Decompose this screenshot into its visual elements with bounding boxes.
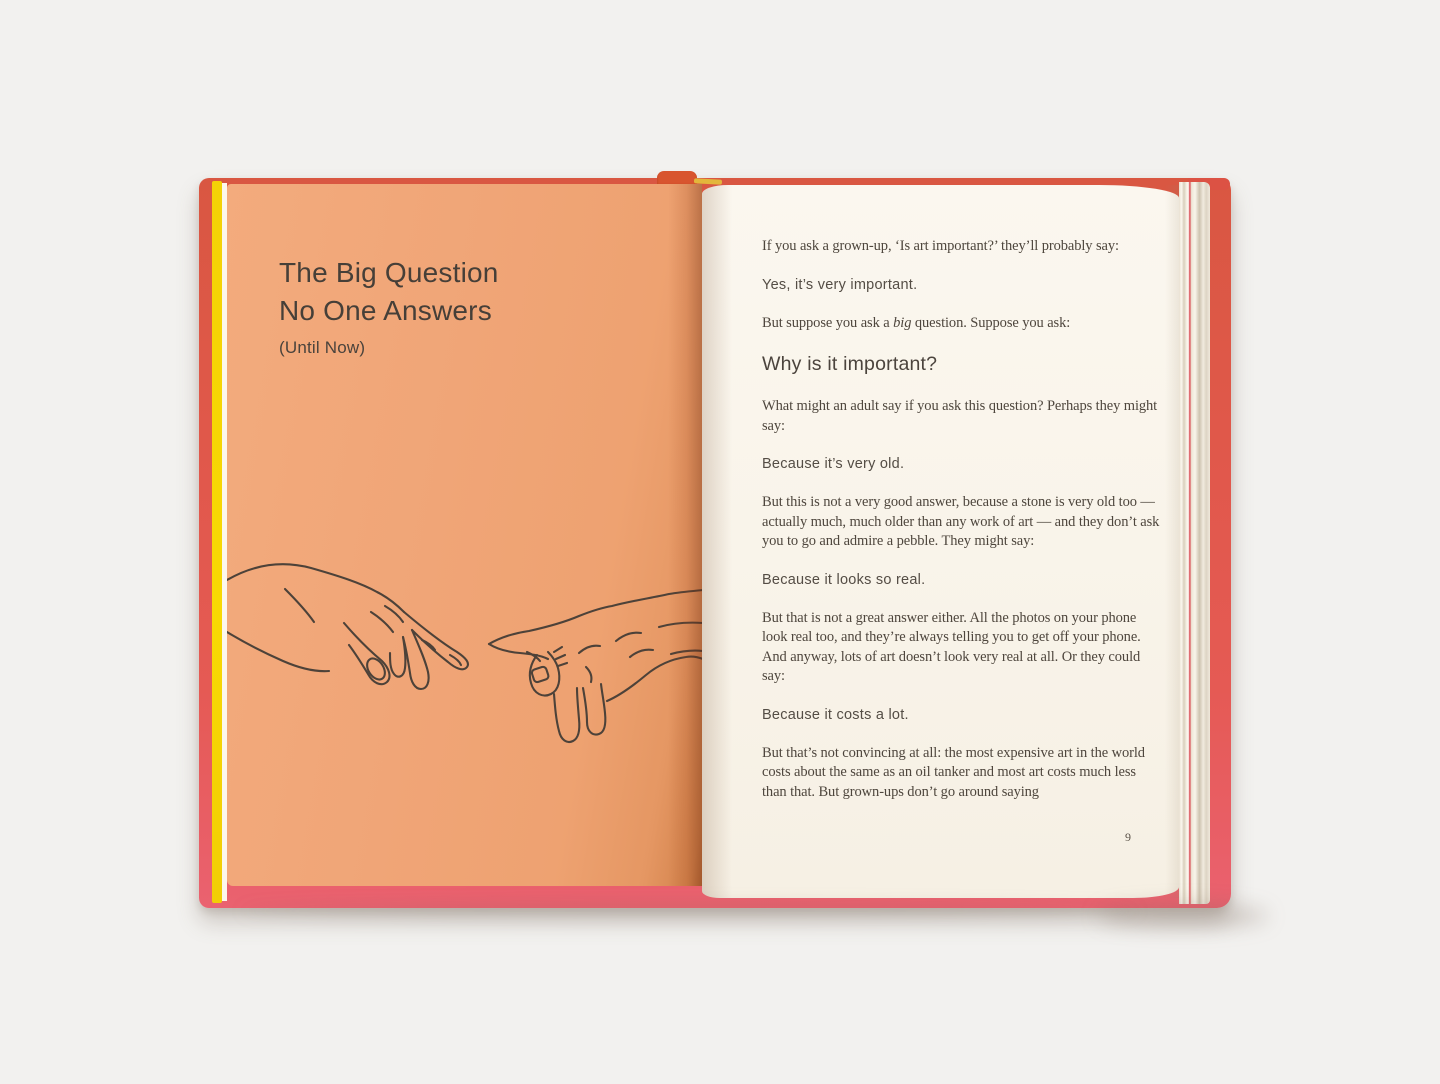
answer-line: Yes, it’s very important. bbox=[762, 276, 918, 293]
chapter-title-line2: No One Answers bbox=[279, 295, 492, 326]
paragraph: But suppose you ask a big question. Suppose you ask: bbox=[762, 314, 1071, 331]
page-number: 9 bbox=[1125, 830, 1131, 844]
answer-line: Because it looks so real. bbox=[762, 571, 926, 588]
reaching-hands-illustration bbox=[227, 556, 703, 780]
paragraph: But this is not a very good answer, because a stone is very old too — actually much, much older than any work of art — and they don’t ask you to go and admire a pebble. They might say: bbox=[762, 494, 1160, 549]
answer-line: Because it costs a lot. bbox=[762, 706, 909, 723]
right-page bbox=[702, 185, 1179, 898]
paragraph: What might an adult say if you ask this question? Perhaps they might say: bbox=[762, 398, 1158, 434]
endpaper-yellow-stripe bbox=[212, 181, 222, 903]
emphasized-word: big bbox=[893, 314, 912, 331]
body-text bbox=[762, 237, 1164, 821]
chapter-title-line1: The Big Question bbox=[279, 257, 499, 288]
chapter-title bbox=[279, 254, 499, 330]
left-page bbox=[227, 184, 702, 886]
chapter-subtitle: (Until Now) bbox=[279, 338, 366, 357]
paragraph: But that is not a great answer either. All the photos on your phone look real too, and they’re always telling you to get off your phone. And anyway, lots of art doesn’t look very real at all. Or they could say: bbox=[762, 609, 1141, 684]
question-heading: Why is it important? bbox=[762, 353, 938, 375]
book-shadow-right bbox=[1098, 905, 1268, 927]
answer-line: Because it’s very old. bbox=[762, 456, 905, 472]
right-gutter-shadow bbox=[702, 185, 732, 898]
left-gutter-shadow bbox=[668, 184, 702, 886]
book-shadow bbox=[240, 903, 1140, 919]
paragraph: If you ask a grown-up, ‘Is art important?’ they’ll probably say: bbox=[762, 238, 1119, 254]
right-edge-shadow bbox=[1165, 185, 1179, 898]
paragraph: But that’s not convincing at all: the most expensive art in the world costs about the same as an oil tanker and most art costs much less than that. But grown-ups don’t go around saying bbox=[762, 744, 1145, 800]
page-stack-edge bbox=[1179, 182, 1210, 904]
